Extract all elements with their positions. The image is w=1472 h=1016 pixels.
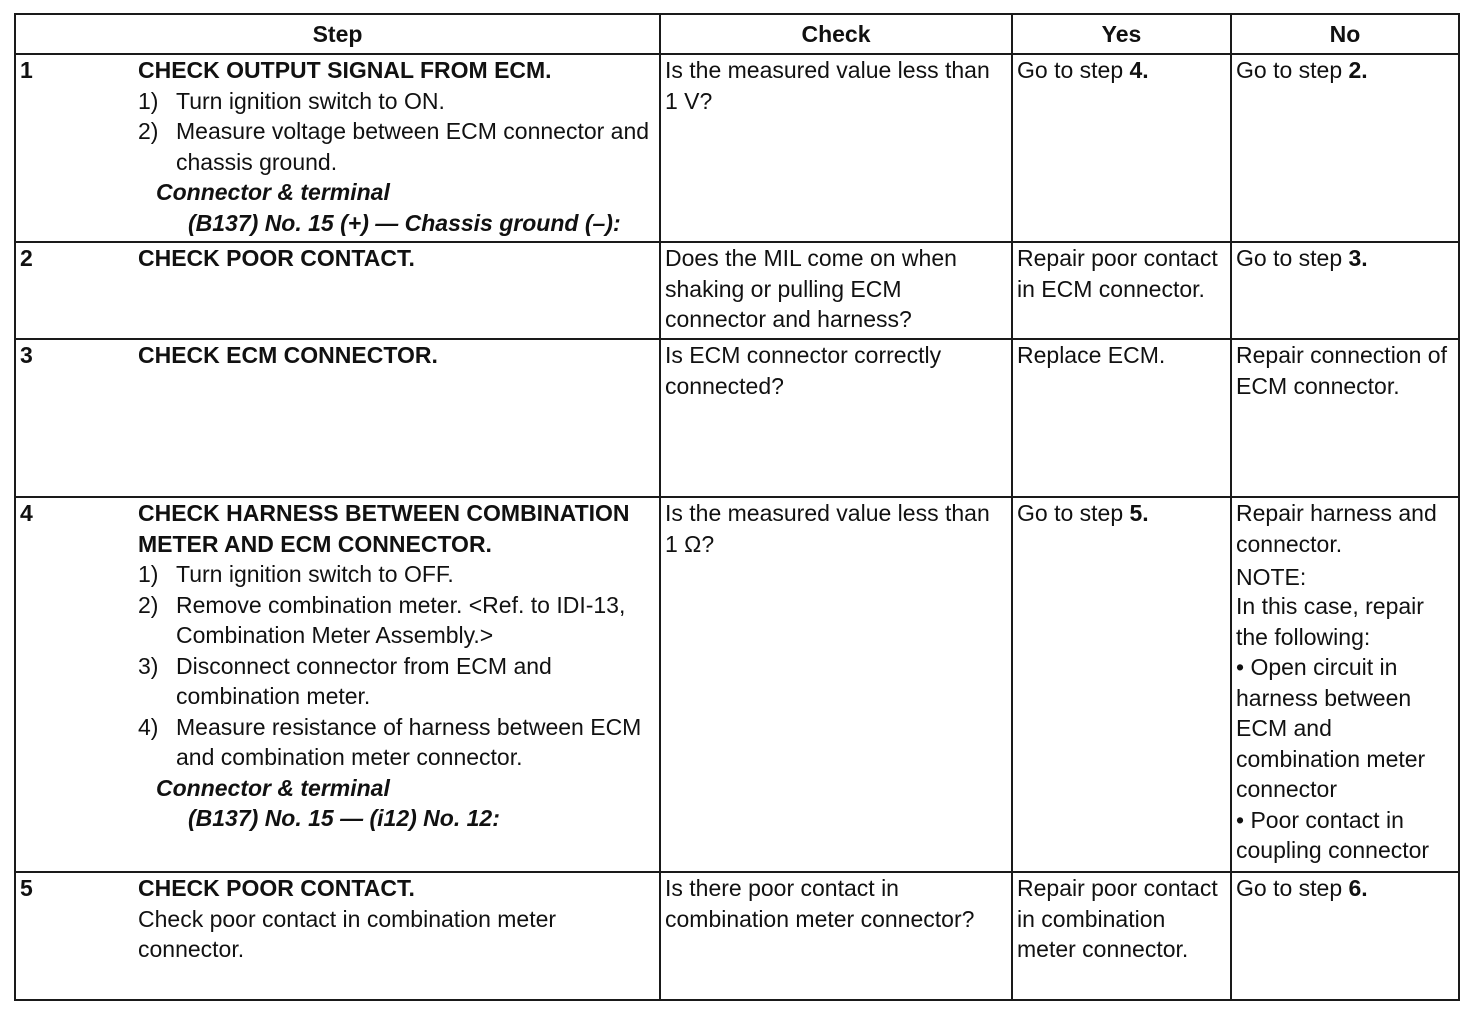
step-number: 5: [20, 875, 33, 901]
diagnostic-table: [14, 13, 1460, 1001]
note-item: • Poor contact in coupling connector: [1236, 806, 1430, 863]
procedure-item: 2) Measure voltage between ECM connector and chassis ground.: [138, 118, 650, 175]
step-cell: [15, 497, 660, 872]
procedure-list: [138, 86, 655, 178]
procedure-item: 1) Turn ignition switch to OFF.: [138, 561, 454, 587]
no-cell: [1231, 497, 1459, 872]
step-cell: [15, 242, 660, 339]
step-number: 3: [20, 342, 33, 368]
step-cell: [15, 339, 660, 497]
note-text: In this case, repair the following:: [1236, 593, 1424, 650]
step-title: CHECK OUTPUT SIGNAL FROM ECM.: [138, 57, 552, 83]
step-number: 4: [20, 500, 33, 526]
yes-cell: Go to step 4.: [1012, 54, 1231, 242]
procedure-item: 1) Turn ignition switch to ON.: [138, 87, 445, 114]
check-cell: Does the MIL come on when shaking or pulling ECM connector and harness?: [660, 242, 1012, 339]
procedure-item: 4) Measure resistance of harness between ECM and combination meter connector.: [138, 713, 642, 770]
check-cell: Is the measured value less than 1 Ω?: [660, 497, 1012, 872]
header-check: Check: [660, 14, 1012, 54]
table-row: [15, 497, 1459, 872]
header-step: Step: [15, 14, 660, 54]
yes-cell: Repair poor contact in combination meter connector.: [1012, 872, 1231, 1000]
table-row: [15, 872, 1459, 1000]
no-cell: Repair connection of ECM connector.: [1231, 339, 1459, 497]
terminal-label: Connector & terminal: [156, 774, 390, 801]
procedure-item: 2) Remove combination meter. <Ref. to IDI-13, Combination Meter Assembly.>: [138, 591, 626, 648]
check-cell: Is there poor contact in combination meter connector?: [660, 872, 1012, 1000]
yes-cell: Repair poor contact in ECM connector.: [1012, 242, 1231, 339]
step-number: 1: [20, 57, 33, 83]
header-row: [15, 14, 1459, 54]
step-cell: [15, 54, 660, 242]
no-cell: Go to step 6.: [1231, 872, 1459, 1000]
no-action: Repair harness and connector.: [1236, 500, 1437, 557]
step-text: Check poor contact in combination meter connector.: [138, 905, 557, 962]
header-yes: Yes: [1012, 14, 1231, 54]
step-title: CHECK POOR CONTACT.: [138, 875, 415, 901]
step-number: 2: [20, 245, 33, 271]
step-cell: [15, 872, 660, 1000]
note-item: • Open circuit in harness between ECM and combination meter connector: [1236, 654, 1426, 802]
terminal-label: Connector & terminal: [156, 179, 390, 205]
yes-cell: Go to step 5.: [1012, 497, 1231, 872]
table-row: [15, 242, 1459, 339]
procedure-item: 3) Disconnect connector from ECM and combination meter.: [138, 652, 552, 709]
terminal-spec: (B137) No. 15 — (i12) No. 12:: [188, 805, 500, 831]
yes-cell: Replace ECM.: [1012, 339, 1231, 497]
table-row: [15, 339, 1459, 497]
header-no: No: [1231, 14, 1459, 54]
check-cell: Is the measured value less than 1 V?: [660, 54, 1012, 242]
step-title: CHECK POOR CONTACT.: [138, 245, 415, 271]
table-row: [15, 54, 1459, 242]
note-heading: NOTE:: [1236, 564, 1307, 590]
step-title: CHECK ECM CONNECTOR.: [138, 342, 438, 368]
no-cell: Go to step 3.: [1231, 242, 1459, 339]
check-cell: Is ECM connector correctly connected?: [660, 339, 1012, 497]
no-cell: Go to step 2.: [1231, 54, 1459, 242]
procedure-list: [138, 559, 655, 773]
terminal-spec: (B137) No. 15 (+) — Chassis ground (–):: [188, 209, 621, 236]
step-title: CHECK HARNESS BETWEEN COMBINATION METER AND ECM CONNECTOR.: [138, 500, 630, 557]
